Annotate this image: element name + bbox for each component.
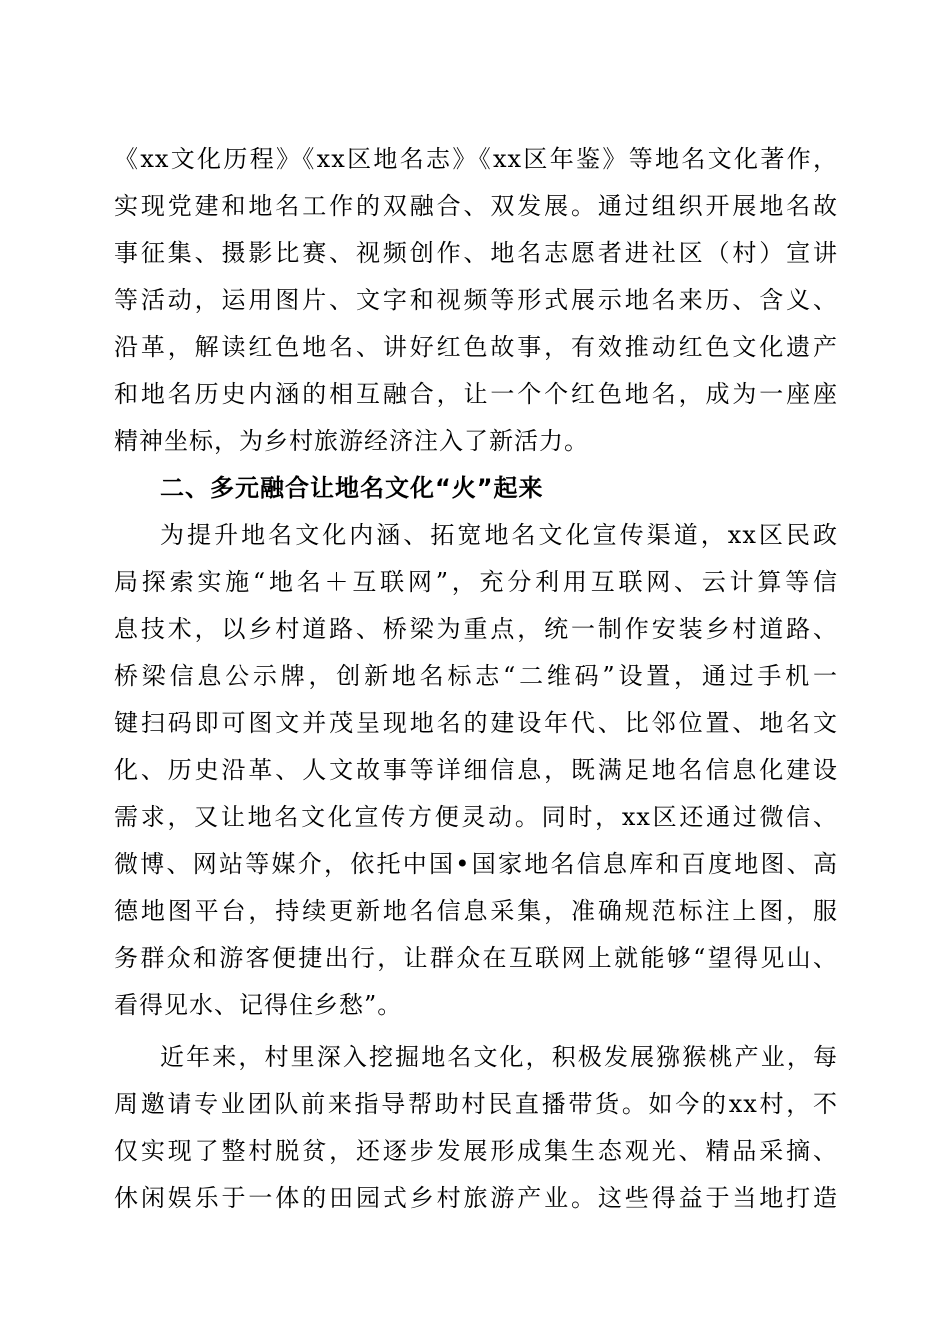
text-line: 桥梁信息公示牌，创新地名标志“二维码”设置，通过手机一	[114, 662, 838, 690]
text-line: 德地图平台，持续更新地名信息采集，准确规范标注上图，服	[114, 897, 838, 925]
paragraph-2	[114, 512, 838, 1029]
text-line: 微博、网站等媒介，依托中国•国家地名信息库和百度地图、高	[114, 850, 838, 878]
text-line: 休闲娱乐于一体的田园式乡村旅游产业。这些得益于当地打造	[114, 1184, 838, 1212]
text-line: 需求，又让地名文化宣传方便灵动。同时，xx区还通过微信、	[114, 803, 838, 831]
text-line: 看得见水、记得住乡愁”。	[114, 991, 403, 1019]
text-line: 周邀请专业团队前来指导帮助村民直播带货。如今的xx村，不	[114, 1090, 838, 1118]
text-line: 务群众和游客便捷出行，让群众在互联网上就能够“望得见山、	[114, 944, 838, 972]
text-line: 《xx文化历程》《xx区地名志》《xx区年鉴》等地名文化著作，	[114, 145, 838, 173]
text-line: 事征集、摄影比赛、视频创作、地名志愿者进社区（村）宣讲	[114, 239, 838, 267]
text-line: 键扫码即可图文并茂呈现地名的建设年代、比邻位置、地名文	[114, 709, 838, 737]
paragraph-1	[114, 136, 838, 465]
text-line: 精神坐标，为乡村旅游经济注入了新活力。	[114, 427, 589, 455]
text-line: 等活动，运用图片、文字和视频等形式展示地名来历、含义、	[114, 286, 838, 314]
text-line: 息技术，以乡村道路、桥梁为重点，统一制作安装乡村道路、	[114, 615, 838, 643]
text-line: 局探索实施“地名＋互联网”，充分利用互联网、云计算等信	[114, 568, 838, 596]
paragraph-3	[114, 1034, 838, 1222]
text-line: 和地名历史内涵的相互融合，让一个个红色地名，成为一座座	[114, 380, 838, 408]
text-line: 为提升地名文化内涵、拓宽地名文化宣传渠道，xx区民政	[160, 521, 838, 549]
document-body	[114, 136, 838, 1222]
text-line: 近年来，村里深入挖掘地名文化，积极发展猕猴桃产业，每	[160, 1043, 838, 1071]
text-line: 沿革，解读红色地名、讲好红色故事，有效推动红色文化遗产	[114, 333, 838, 361]
text-line: 仅实现了整村脱贫，还逐步发展形成集生态观光、精品采摘、	[114, 1137, 838, 1165]
text-line: 实现党建和地名工作的双融合、双发展。通过组织开展地名故	[114, 192, 838, 220]
text-line: 化、历史沿革、人文故事等详细信息，既满足地名信息化建设	[114, 756, 838, 784]
section-heading: 二、多元融合让地名文化“火”起来	[160, 474, 544, 502]
